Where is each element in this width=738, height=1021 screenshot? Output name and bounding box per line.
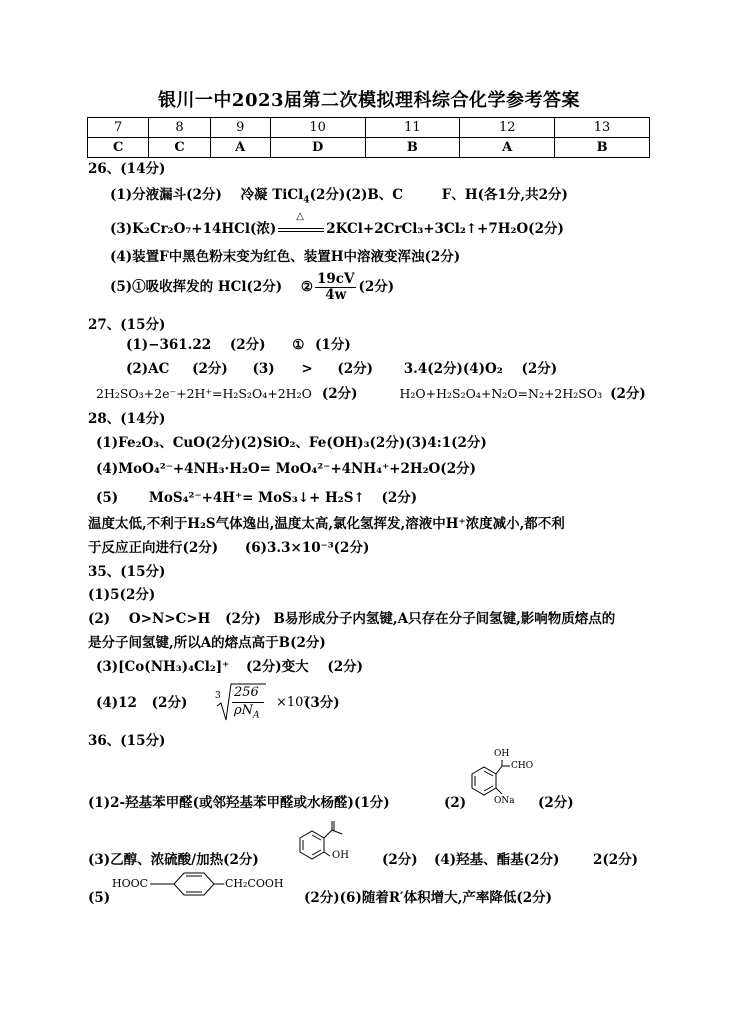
table-cell: 10 — [270, 118, 365, 138]
text: F、H(各1分,共2分) — [441, 187, 568, 203]
q27-line1 — [126, 336, 351, 354]
text: O>N>C>H — [128, 611, 211, 627]
q35-line3: 是分子间氢键,所以A的熔点高于B(2分) — [88, 635, 326, 651]
q26-line4: (4)装置F中黑色粉末变为红色、装置H中溶液变浑浊(2分) — [110, 249, 461, 265]
text: (1分) — [315, 337, 351, 353]
answer-table — [87, 117, 650, 158]
q26-heading: 26、(14分) — [88, 161, 166, 177]
table-cell: 8 — [149, 118, 210, 138]
text: H₂O+H₂S₂O₄+N₂O=N₂+2H₂SO₃ — [399, 386, 603, 401]
text: (4)12 — [96, 695, 137, 711]
text: 4w — [325, 287, 347, 303]
text: (3)[Co(NH₃)₄Cl₂]⁺ — [96, 659, 230, 675]
q35-heading: 35、(15分) — [88, 564, 166, 580]
page-title: 银川一中2023届第二次模拟理科综合化学参考答案 — [157, 90, 581, 111]
text: (1)分液漏斗(2分) — [110, 187, 222, 203]
text: 4 — [303, 195, 310, 206]
table-cell: 7 — [88, 118, 149, 138]
equation-arrow — [276, 211, 326, 238]
text: 于反应正向进行(2分) — [88, 540, 219, 556]
text: (1)−361.22 — [126, 337, 212, 353]
q28-line4: 温度太低,不利于H₂S气体逸出,温度太高,氯化氢挥发,溶液中H⁺浓度减小,都不利 — [88, 516, 565, 532]
text: (2) — [88, 611, 111, 627]
table-row — [88, 118, 650, 138]
text: ② — [300, 279, 313, 295]
q36-line1-score: (2分) — [538, 795, 574, 811]
benzene-ring-icon — [290, 818, 370, 868]
text: (2分) — [381, 490, 418, 506]
text: 19cV — [316, 271, 355, 287]
q26-line1 — [110, 186, 568, 204]
table-cell: 9 — [210, 118, 270, 138]
text: OH — [332, 850, 349, 861]
q28-line2: (4)MoO₄²⁻+4NH₃·H₂O= MoO₄²⁻+4NH₄⁺+2H₂O(2分) — [96, 461, 476, 477]
text: (2分) — [225, 611, 261, 627]
text: > — [301, 361, 313, 377]
q36-heading: 36、(15分) — [88, 733, 166, 749]
q36-line2-end: 2(2分) — [593, 852, 639, 868]
root-denominator: $\rho N_A$ — [234, 703, 260, 721]
q35-line5-score: (3分) — [304, 695, 340, 711]
structure-formula-2 — [290, 818, 370, 868]
text: HOOC — [112, 877, 149, 890]
structure-formula-1 — [458, 749, 538, 812]
q28-line5 — [88, 539, 369, 557]
text: 3.4(2分)(4)O₂ — [403, 361, 503, 377]
table-cell: A — [460, 138, 555, 158]
text: (5)①吸收挥发的 HCl(2分) — [110, 279, 283, 295]
structure-formula-3 — [112, 870, 302, 906]
text: (2分)变大 — [246, 659, 309, 675]
q27-heading: 27、(15分) — [88, 317, 166, 333]
text: (2分) — [321, 386, 358, 402]
text: (2)AC — [126, 361, 170, 377]
q27-line3 — [96, 385, 646, 403]
table-row — [88, 138, 650, 158]
q36-line1: (1)2-羟基苯甲醛(或邻羟基苯甲醛或水杨醛)(1分) — [88, 795, 390, 811]
table-cell: B — [555, 138, 650, 158]
text: (3)K₂Cr₂O₇+14HCl(浓) — [110, 221, 277, 237]
q36-line2: (3)乙醇、浓硫酸/加热(2分) — [88, 852, 259, 868]
q35-line1: (1)5(2分) — [88, 587, 156, 603]
q36-line2-q4: (4)羟基、酯基(2分) — [434, 852, 560, 868]
table-cell: D — [270, 138, 365, 158]
text: (2分) — [192, 361, 228, 377]
text: (2分) — [229, 337, 266, 353]
q36-line2-score: (2分) — [382, 852, 418, 868]
text: (2分) — [337, 361, 374, 377]
table-cell: 11 — [365, 118, 460, 138]
text: CH₂COOH — [225, 877, 284, 890]
text: 冷凝 TiCl — [240, 187, 304, 203]
table-cell: 13 — [555, 118, 650, 138]
text: △ — [296, 211, 304, 222]
q35-line2 — [88, 610, 615, 628]
q36-line1-label: (2) — [444, 795, 467, 811]
text: (3) — [252, 361, 275, 377]
text: (2分) — [610, 386, 646, 402]
text: OH — [494, 749, 510, 759]
q35-line4 — [96, 658, 363, 676]
root-index: 3 — [215, 691, 221, 701]
root-multiplier: ×10⁷ — [276, 695, 309, 710]
table-cell: C — [149, 138, 210, 158]
root-numerator: 256 — [234, 685, 259, 700]
text: (5) — [96, 490, 119, 506]
text: (2分) — [151, 695, 188, 711]
text: MoS₄²⁻+4H⁺= MoS₃↓+ H₂S↑ — [148, 490, 365, 506]
table-cell: B — [365, 138, 460, 158]
text: B易形成分子内氢键,A只存在分子间氢键,影响物质熔点的 — [273, 611, 616, 627]
text: 2H₂SO₃+2e⁻+2H⁺=H₂S₂O₄+2H₂O — [96, 386, 312, 401]
q36-line3: (2分)(6)随着R′体积增大,产率降低(2分) — [304, 890, 552, 906]
q28-line1: (1)Fe₂O₃、CuO(2分)(2)SiO₂、Fe(OH)₃(2分)(3)4:1(2分) — [96, 435, 487, 451]
q26-line3 — [110, 211, 564, 238]
text: (2分) — [521, 361, 558, 377]
fraction — [315, 272, 356, 303]
q28-heading: 28、(14分) — [88, 411, 166, 427]
text: (2分) — [327, 659, 364, 675]
text: ONa — [494, 796, 515, 806]
q26-line5 — [110, 272, 394, 303]
text: (6)3.3×10⁻³(2分) — [244, 540, 370, 556]
text: CHO — [511, 761, 534, 771]
q35-line5 — [96, 694, 187, 712]
table-cell: C — [88, 138, 149, 158]
q27-line2 — [126, 360, 557, 378]
text: ① — [292, 337, 305, 353]
text: (2分)(2)B、C — [309, 187, 404, 203]
table-cell: 12 — [460, 118, 555, 138]
text: (2分) — [358, 279, 395, 295]
table-cell: A — [210, 138, 270, 158]
text: 2KCl+2CrCl₃+3Cl₂↑+7H₂O(2分) — [326, 221, 564, 237]
q36-line3-label: (5) — [88, 890, 111, 906]
q28-line3 — [96, 489, 417, 507]
